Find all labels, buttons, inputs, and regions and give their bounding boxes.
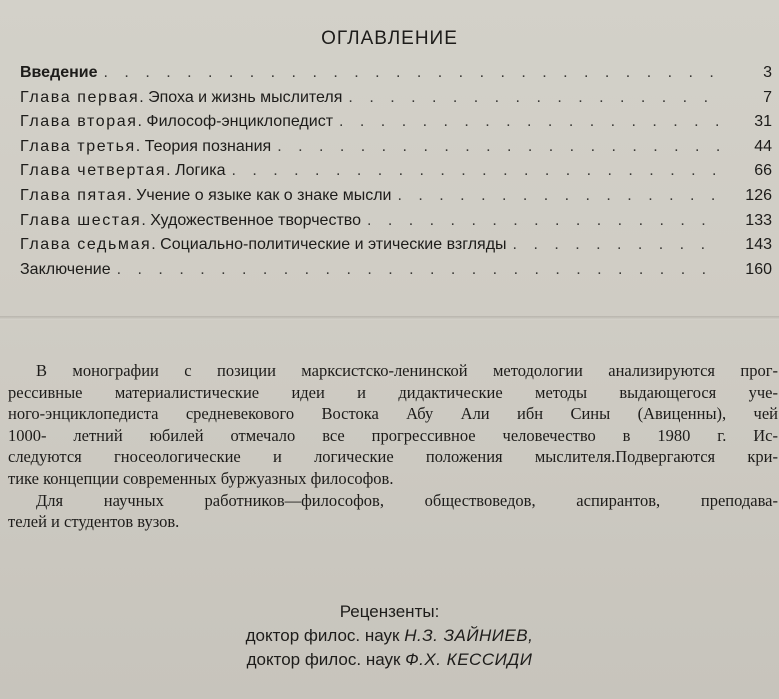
toc-chapter: Введение <box>20 64 98 81</box>
toc-leader-dots <box>117 261 722 279</box>
toc-chapter-title: . Теория познания <box>135 137 272 155</box>
toc-entry <box>20 212 772 237</box>
toc-leader-dots <box>513 236 722 254</box>
abstract-line: следуются гносеологические и логические положения мыслителя.Подвергаются кри- <box>8 447 778 467</box>
toc-entry-label <box>20 113 333 131</box>
toc-entry-label <box>20 261 111 279</box>
reviewer-name: Н.З. ЗАЙНИЕВ, <box>404 626 534 645</box>
toc-chapter-title: . Философ-энциклопедист <box>137 113 334 131</box>
toc-entry <box>20 236 772 261</box>
toc-chapter: Глава третья <box>20 137 136 155</box>
toc-chapter: Глава шестая <box>20 211 142 229</box>
reviewers-heading: Рецензенты: <box>339 602 440 621</box>
toc-entry-label <box>20 212 361 230</box>
toc-entry <box>20 113 772 138</box>
abstract-text <box>8 360 778 533</box>
toc-chapter-title: . Логика <box>166 162 226 180</box>
toc-leader-dots <box>104 64 722 82</box>
toc-page-number: 44 <box>754 137 772 155</box>
table-of-contents <box>20 64 772 285</box>
toc-entry-label <box>20 236 507 254</box>
toc-chapter: Глава первая <box>20 88 140 106</box>
toc-leader-dots <box>277 138 722 156</box>
toc-page-number: 133 <box>745 211 772 229</box>
toc-page-number: 7 <box>763 88 772 106</box>
toc-leader-dots <box>231 162 722 180</box>
toc-chapter: Глава пятая <box>20 186 128 204</box>
reviewer-line <box>0 648 779 672</box>
toc-chapter-title: . Эпоха и жизнь мыслителя <box>139 88 343 106</box>
toc-chapter-title: . Художественное творчество <box>141 211 361 229</box>
reviewer-line <box>0 624 779 648</box>
abstract-line: рессивные материалистические идеи и дидактические методы выдающегося уче- <box>8 382 778 402</box>
toc-page-number: 3 <box>763 64 772 81</box>
toc-chapter: Заключение <box>20 260 111 278</box>
toc-chapter: Глава вторая <box>20 113 138 131</box>
toc-leader-dots <box>348 89 722 107</box>
abstract-line: тике концепции современных буржуазных философов. <box>8 468 394 488</box>
audience-line: Для научных работников—философов, обществоведов, аспирантов, преподава- <box>36 490 778 510</box>
toc-entry-label <box>20 64 98 82</box>
toc-leader-dots <box>367 212 722 230</box>
toc-entry <box>20 162 772 187</box>
audience-line: телей и студентов вузов. <box>8 512 180 532</box>
toc-leader-dots <box>339 113 722 131</box>
toc-entry <box>20 138 772 163</box>
toc-entry <box>20 89 772 114</box>
reviewers-block <box>0 600 779 672</box>
toc-chapter-title: . Социально-политические и этические взгляды <box>151 236 507 254</box>
reviewer-degree: доктор филос. наук <box>245 626 400 645</box>
abstract-line: В монографии с позиции марксистско-ленинской методологии анализируются прог- <box>36 361 778 380</box>
toc-page-number: 126 <box>745 186 772 204</box>
toc-entry <box>20 261 772 286</box>
toc-entry <box>20 187 772 212</box>
toc-title: ОГЛАВЛЕНИЕ <box>321 28 458 49</box>
reviewer-name: Ф.Х. КЕССИДИ <box>405 650 533 669</box>
toc-chapter-title: . Учение о языке как о знаке мысли <box>127 186 392 204</box>
toc-page-number: 143 <box>745 236 772 254</box>
toc-entry-label <box>20 162 225 180</box>
toc-chapter: Глава седьмая <box>20 236 152 254</box>
page-fold <box>0 316 779 320</box>
toc-entry-label <box>20 89 342 107</box>
toc-page-number: 31 <box>754 113 772 131</box>
toc-entry-label <box>20 187 392 205</box>
toc-leader-dots <box>398 187 723 205</box>
reviewer-degree: доктор филос. наук <box>246 650 401 669</box>
abstract-line: 1000- летний юбилей отмечало все прогрессивное человечество в 1980 г. Ис- <box>8 425 778 445</box>
toc-page-number: 160 <box>745 260 772 278</box>
toc-page-number: 66 <box>754 162 772 180</box>
toc-entry <box>20 64 772 89</box>
abstract-line: ного-энциклопедиста средневекового Востока Абу Али ибн Сины (Авиценны), чей <box>8 404 778 424</box>
toc-entry-label <box>20 138 271 156</box>
toc-chapter: Глава четвертая <box>20 162 167 180</box>
